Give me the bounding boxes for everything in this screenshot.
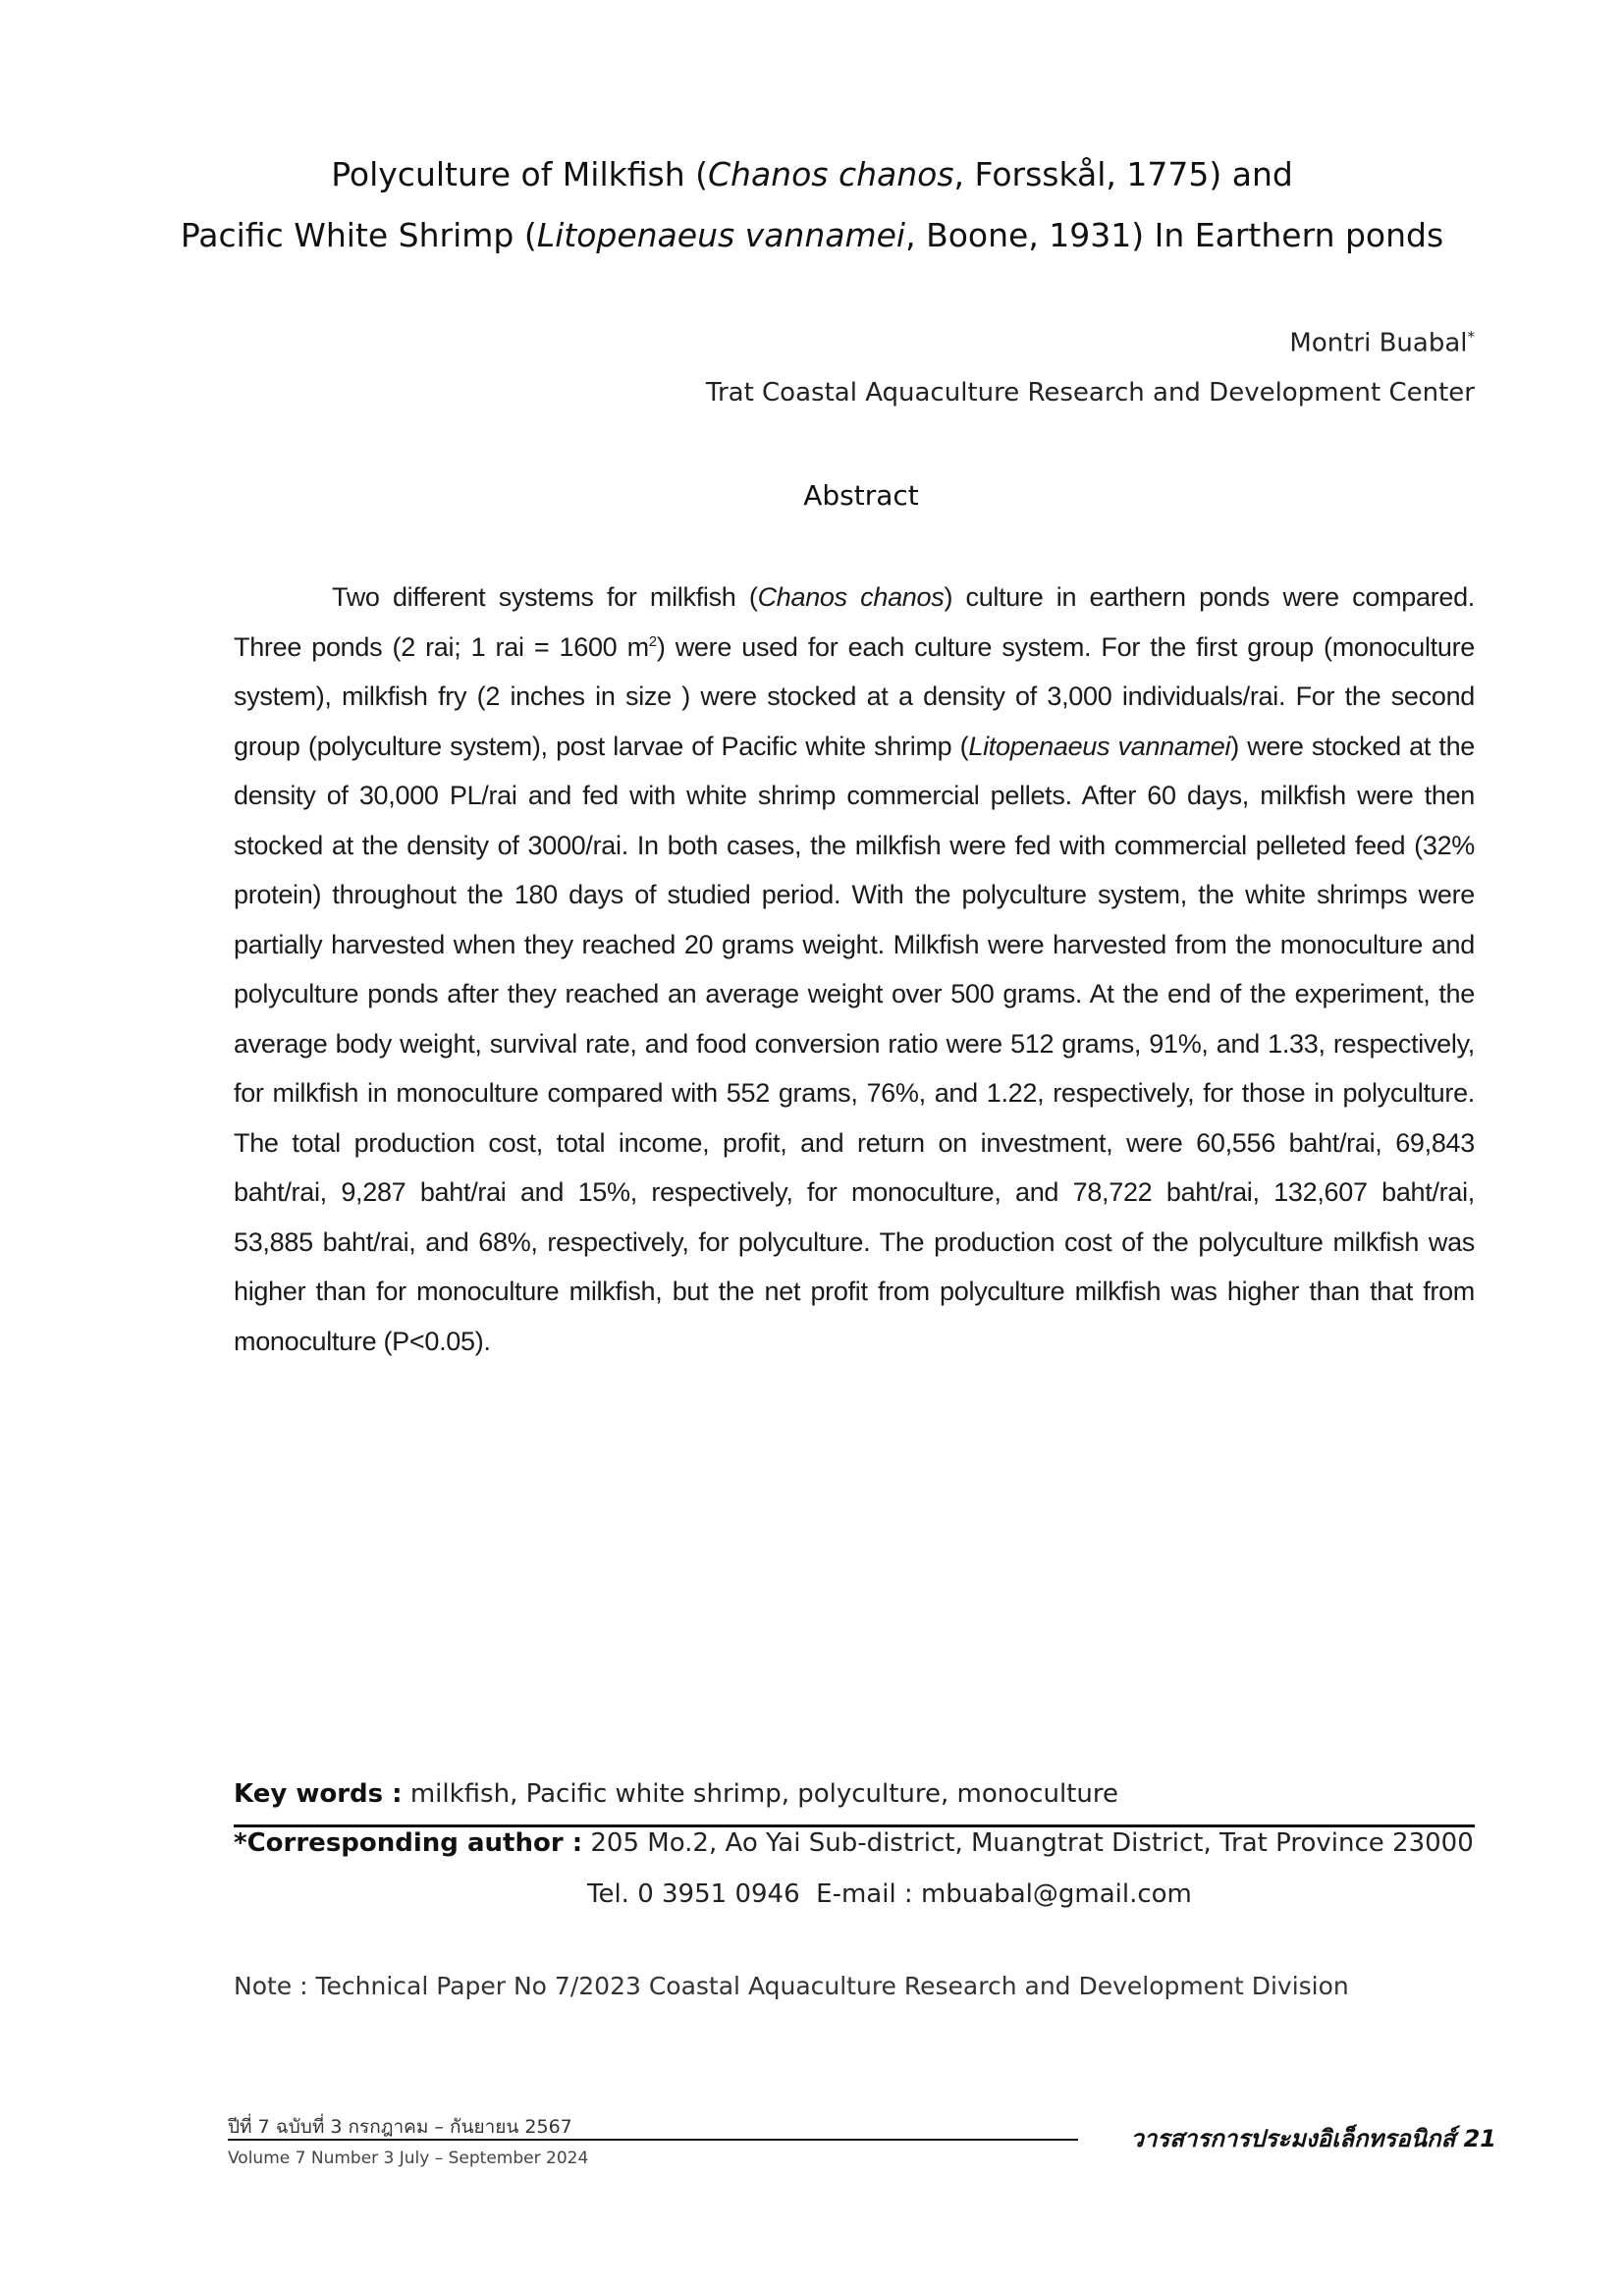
- author-affiliation: Trat Coastal Aquaculture Research and Development Center: [705, 378, 1475, 408]
- paper-title-line-1: Polyculture of Milkfish (Chanos chanos, Forsskål, 1775) and: [331, 155, 1293, 193]
- species-name-milkfish: Chanos chanos: [708, 155, 954, 193]
- corresponding-author: [234, 1828, 1474, 1858]
- corresponding-author-label: *Corresponding author :: [234, 1828, 583, 1858]
- keywords-divider: [234, 1824, 1475, 1827]
- footer-journal-page: วารสารการประมงอิเล็กทรอนิกส์ 21: [1130, 2125, 1496, 2152]
- corresponding-author-contact: Tel. 0 3951 0946 E-mail : mbuabal@gmail.com: [587, 1879, 1192, 1909]
- technical-paper-note: Note : Technical Paper No 7/2023 Coastal Aquaculture Research and Development Division: [234, 1972, 1349, 2000]
- abstract-body: Two different systems for milkfish (Chanos chanos) culture in earthern ponds were compared. Three ponds (2 rai; 1 rai = 1600 $m^2$) were used for each culture system. For the first group (monoculture system), milkfish fry (2 inches in size ) were stocked at a density of 3,000 individuals/rai. For the second group (polyculture system), post larvae of Pacific white shrimp (Litopenaeus vannamei) were stocked at the density of 30,000 PL/rai and fed with white shrimp commercial pellets. After 60 days, milkfish were then stocked at the density of 3000/rai. In both cases, the milkfish were fed with commercial pelleted feed (32% protein) throughout the 180 days of studied period. With the polyculture system, the white shrimps were partially harvested when they reached 20 grams weight. Milkfish were harvested from the monoculture and polyculture ponds after they reached an average weight over 500 grams. At the end of the experiment, the average body weight, survival rate, and food conversion ratio were 512 grams, 91%, and 1.33, respectively, for milkfish in monoculture compared with 552 grams, 76%, and 1.22, respectively, for those in polyculture. The total production cost, total income, profit, and return on investment, were 60,556 baht/rai, 69,843 baht/rai, 9,287 baht/rai and 15%, respectively, for monoculture, and 78,722 baht/rai, 132,607 baht/rai, 53,885 baht/rai, and 68%, respectively, for polyculture. The production cost of the polyculture milkfish was higher than for monoculture milkfish, but the net profit from polyculture milkfish was higher than that from monoculture (P<0.05).: [234, 582, 1476, 1356]
- species-name-shrimp: Litopenaeus vannamei: [536, 216, 906, 254]
- corresponding-author-address: 205 Mo.2, Ao Yai Sub-district, Muangtrat District, Trat Province 23000: [582, 1828, 1474, 1858]
- author-name: Montri Buabal*: [1289, 328, 1475, 358]
- keywords: [234, 1779, 1118, 1809]
- keywords-label: Key words :: [234, 1779, 403, 1809]
- abstract-heading: Abstract: [803, 479, 919, 512]
- footer-issue-thai: ปีที่ 7 ฉบับที่ 3 กรกฎาคม – กันยายน 2567: [228, 2116, 572, 2138]
- keywords-value: milkfish, Pacific white shrimp, polyculture, monoculture: [402, 1779, 1118, 1809]
- footer-issue-english: Volume 7 Number 3 July – September 2024: [228, 2149, 589, 2168]
- footer-divider: [228, 2139, 1078, 2141]
- paper-title-line-2: Pacific White Shrimp (Litopenaeus vannamei, Boone, 1931) In Earthern ponds: [180, 216, 1444, 254]
- author-footnote-mark: *: [1467, 328, 1475, 346]
